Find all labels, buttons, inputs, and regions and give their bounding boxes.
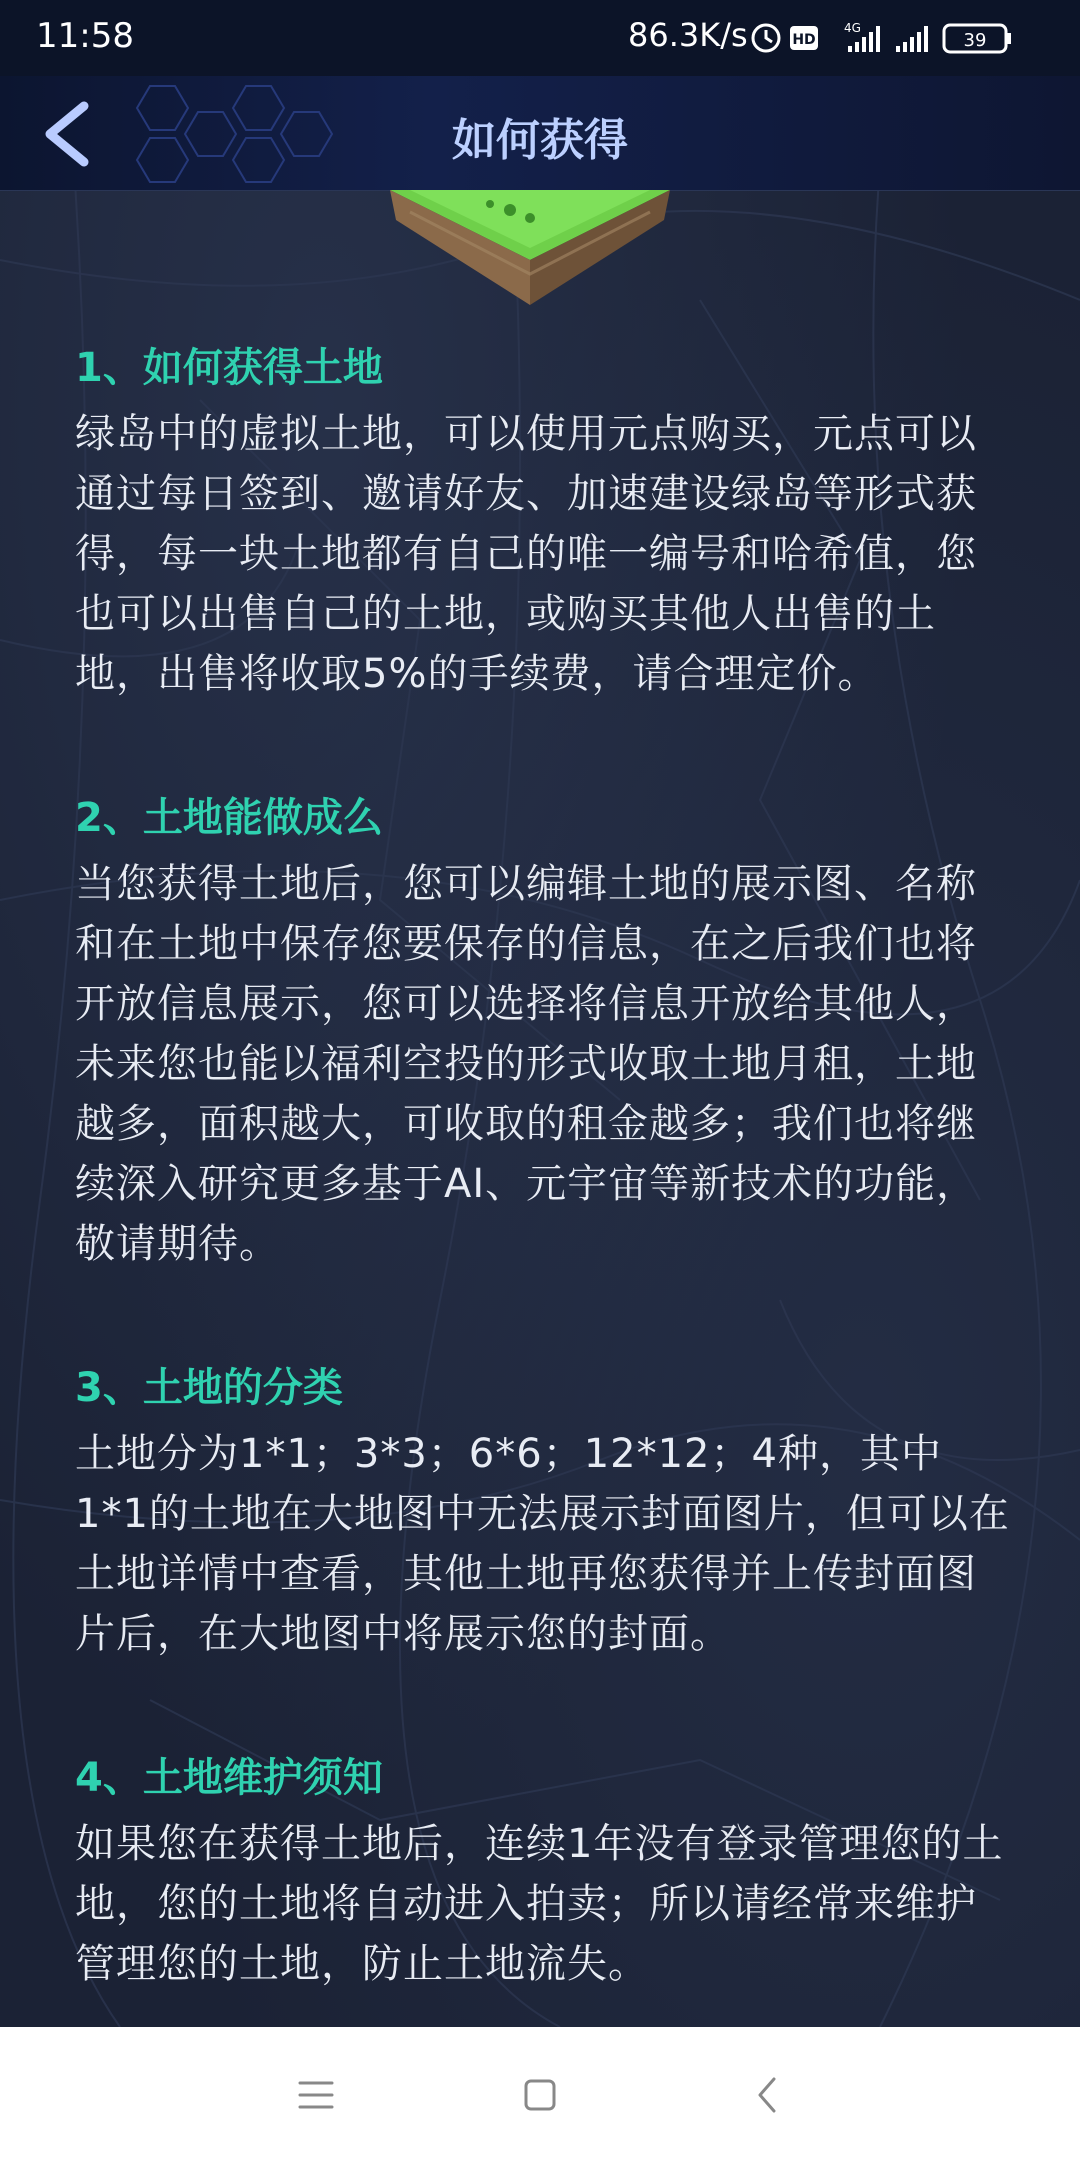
status-bar xyxy=(0,0,1080,76)
status-icons xyxy=(748,18,1048,58)
nav-back-button[interactable] xyxy=(738,2065,798,2125)
home-square-icon xyxy=(510,2065,570,2125)
app-header xyxy=(0,76,1080,191)
land-block-image xyxy=(390,190,670,310)
4g-signal-icon xyxy=(844,21,880,52)
svg-text:HD: HD xyxy=(792,32,816,48)
section-title: 3、土地的分类 xyxy=(75,1365,343,1411)
battery-icon xyxy=(944,25,1011,52)
system-nav-bar xyxy=(0,2027,1080,2160)
section-land-maintenance xyxy=(75,1750,1015,1994)
section-title: 4、土地维护须知 xyxy=(75,1755,383,1801)
status-time: 11:58 xyxy=(36,16,134,56)
content-area xyxy=(75,340,1015,2080)
section-body: 当您获得土地后，您可以编辑土地的展示图、名称和在土地中保存您要保存的信息，在之后我们也将开放信息展示，您可以选择将信息开放给其他人，未来您也能以福利空投的形式收取土地月租，土地越多，面积越大，可收取的租金越多；我们也将继续深入研究更多基于AI、元宇宙等新技术的功能，敬请期待。 xyxy=(75,861,978,1267)
hd-icon xyxy=(790,26,818,50)
home-button[interactable] xyxy=(510,2065,570,2125)
section-how-to-get-land xyxy=(75,340,1015,704)
menu-icon xyxy=(286,2065,346,2125)
section-body: 绿岛中的虚拟土地，可以使用元点购买，元点可以通过每日签到、邀请好友、加速建设绿岛等形式获得，每一块土地都有自己的唯一编号和哈希值，您也可以出售自己的土地，或购买其他人出售的土地，出售将收取5%的手续费，请合理定价。 xyxy=(75,411,977,697)
network-rate: 86.3K/s xyxy=(628,16,748,54)
alarm-icon xyxy=(753,25,779,51)
section-body: 土地分为1*1；3*3；6*6；12*12；4种，其中1*1的土地在大地图中无法展示封面图片，但可以在土地详情中查看，其他土地再您获得并上传封面图片后，在大地图中将展示您的封面。 xyxy=(75,1431,1010,1657)
svg-text:4G: 4G xyxy=(844,21,861,35)
section-title: 2、土地能做成么 xyxy=(75,795,383,841)
section-body: 如果您在获得土地后，连续1年没有登录管理您的土地，您的土地将自动进入拍卖；所以请经常来维护管理您的土地，防止土地流失。 xyxy=(75,1821,1004,1987)
section-land-categories xyxy=(75,1360,1015,1664)
page-title: 如何获得 xyxy=(452,115,628,166)
menu-button[interactable] xyxy=(286,2065,346,2125)
svg-text:39: 39 xyxy=(963,30,987,51)
section-title: 1、如何获得土地 xyxy=(75,345,383,391)
signal-icon xyxy=(896,26,928,52)
section-land-uses xyxy=(75,790,1015,1274)
back-chevron-icon xyxy=(738,2065,798,2125)
